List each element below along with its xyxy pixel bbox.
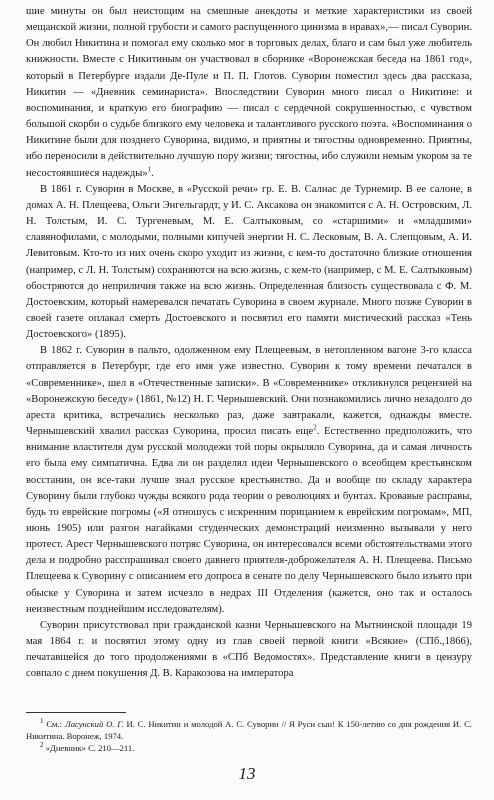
footnote-divider [26, 712, 126, 713]
paragraph-2: В 1861 г. Суворин в Москве, в «Русской речи» гр. Е. В. Салнас де Турнемир. В ее салоне, в домах А. Н. Плещеева, Ольги Энгельгардт, у И. С. Аксакова он знакомится с А. Н. Островским, Л. Н. Толстым, И. С. Тургеневым, М. Е. Салтыковым, со «старшими» и «младшими» славянофилами, с молодыми, полными кипучей энергии Н. С. Лесковым, В. А. Слепцовым, А. И. Левитовым. Кто-то из них очень скоро уходит из жизни, с кем-то достаточно близкие отношения (например, с Л. Н. Толстым) сохраняются на всю жизнь, с кем-то (например, с М. Е. Салтыковым) обостряются до неприличия также на всю жизнь. Определенная близость существовала с Ф. М. Достоевским, который намеревался печатать Суворина в своем журнале. Много позже Суворин в своей газете оплакал смерть Достоевского и посвятил его памяти мистический рассказ «Тень Достоевского» (1895). [26, 183, 472, 341]
footnote-1: $^1$ См.: Ласунский О. Г. И. С. Никитин и молодой А. С. Суворин // Я Руси сын! К 150-летию со дня рождения И. С. Никитина. Воронеж, 1974. [26, 717, 472, 741]
paragraph-3: В 1862 г. Суворин в пальто, одолженном ему Плещеевым, в нетопленном вагоне 3-го класса отправляется в Петербург, где его имя уже известно. Суворин к тому времени печатался в «Современнике», шел в «Отечественные записки». В «Современнике» откликнулся рецензией на «Воронежскую беседу» (1861, №12) Н. Г. Чернышевский. Они познакомились лично незадолго до ареста критика, встречались несколько раз, даже завтракали, кажется, однажды вместе. Чернышевский хвалил рассказ Суворина, просил писать еще$^2$. Естественно предположить, что внимание властителя дум русской молодежи той поры окрыляло Суворина, да и самая личность его была ему симпатична. Едва ли он разделял идеи Чернышевского о всеобщем крестьянском восстании, он все-таки лучше знал русское крестьянство. Да и вообще по складу характера Суворину были глубоко чужды всякого рода теории о революциях и бунтах. Кровавые расправы, будь то еврейские погромы («Я отношусь с искренним порицанием к еврейским погромам», МП, июнь 1905) или разгон нагайками студенческих демонстраций неизменно вызывали у него протест. Арест Чернышевского потряс Суворина, он интересовался всеми обстоятельствами этого дела и подробно расспрашивал своего давнего приятеля-доброжелателя А. Н. Плещеева. Письмо Плещеева к Суворину с описанием его допроса в сенате по делу Чернышевского было изъято при обыске у Суворина и затем исчезло в недрах III Отделения (кажется, оно так и осталось неизвестным позднейшим исследователям). [26, 345, 473, 615]
footnote-ref-2: 2 [313, 423, 317, 432]
footnote-ref-1: 1 [147, 165, 152, 174]
main-text [26, 4, 472, 683]
page-number: 13 [238, 764, 256, 783]
paragraph-1: шие минуты он был неистощим на смешные анекдоты и меткие характеристики из своей мещанской жизни, полной грубости и самого распущенного цинизма в нравах»,— писал Суворин. Он любил Никитина и помогал ему сколько мог в торговых делах, благо и сам был уже любитель книжности. Вместе с Никитиным он участвовал в сборнике «Воронежская беседа на 1861 год», который в Петербурге издали Де-Пуле и П. П. Глотов. Суворин поместил здесь два рассказа, Никитин — «Дневник семинариста». Впоследствии Суворин много писал о Никитине: и воспоминания, и краткую его биографию — писал с сердечной сокрушенностью, с чувством большой скорби о судьбе близкого ему человека и талантливого русского поэта. «Воспоминания о Никитине были для позднего Суворина, видимо, и приятны и тягостны одновременно. Приятны, ибо переносили в действительно лучшую пору жизни; тягостны, ибо служили немым укором за те несостоявшиеся надежды»$^1$. [26, 6, 472, 179]
footnotes [26, 712, 472, 754]
paragraph-4: Суворин присутствовал при гражданской казни Чернышевского на Мытнинской площади 19 мая 1864 г. и посвятил этому одну из глав своей первой книги «Всякие» (СПб.,1866), печатавшейся до того продолжениями в «СПб Ведомостях». Представление книги в цензуру совпало с днем покушения Д. В. Каракозова на императора [26, 619, 472, 680]
footnote-author: Ласунский О. Г. [64, 719, 124, 729]
footnote-2: $^2$ «Дневник» С. 210—211. [40, 741, 135, 753]
